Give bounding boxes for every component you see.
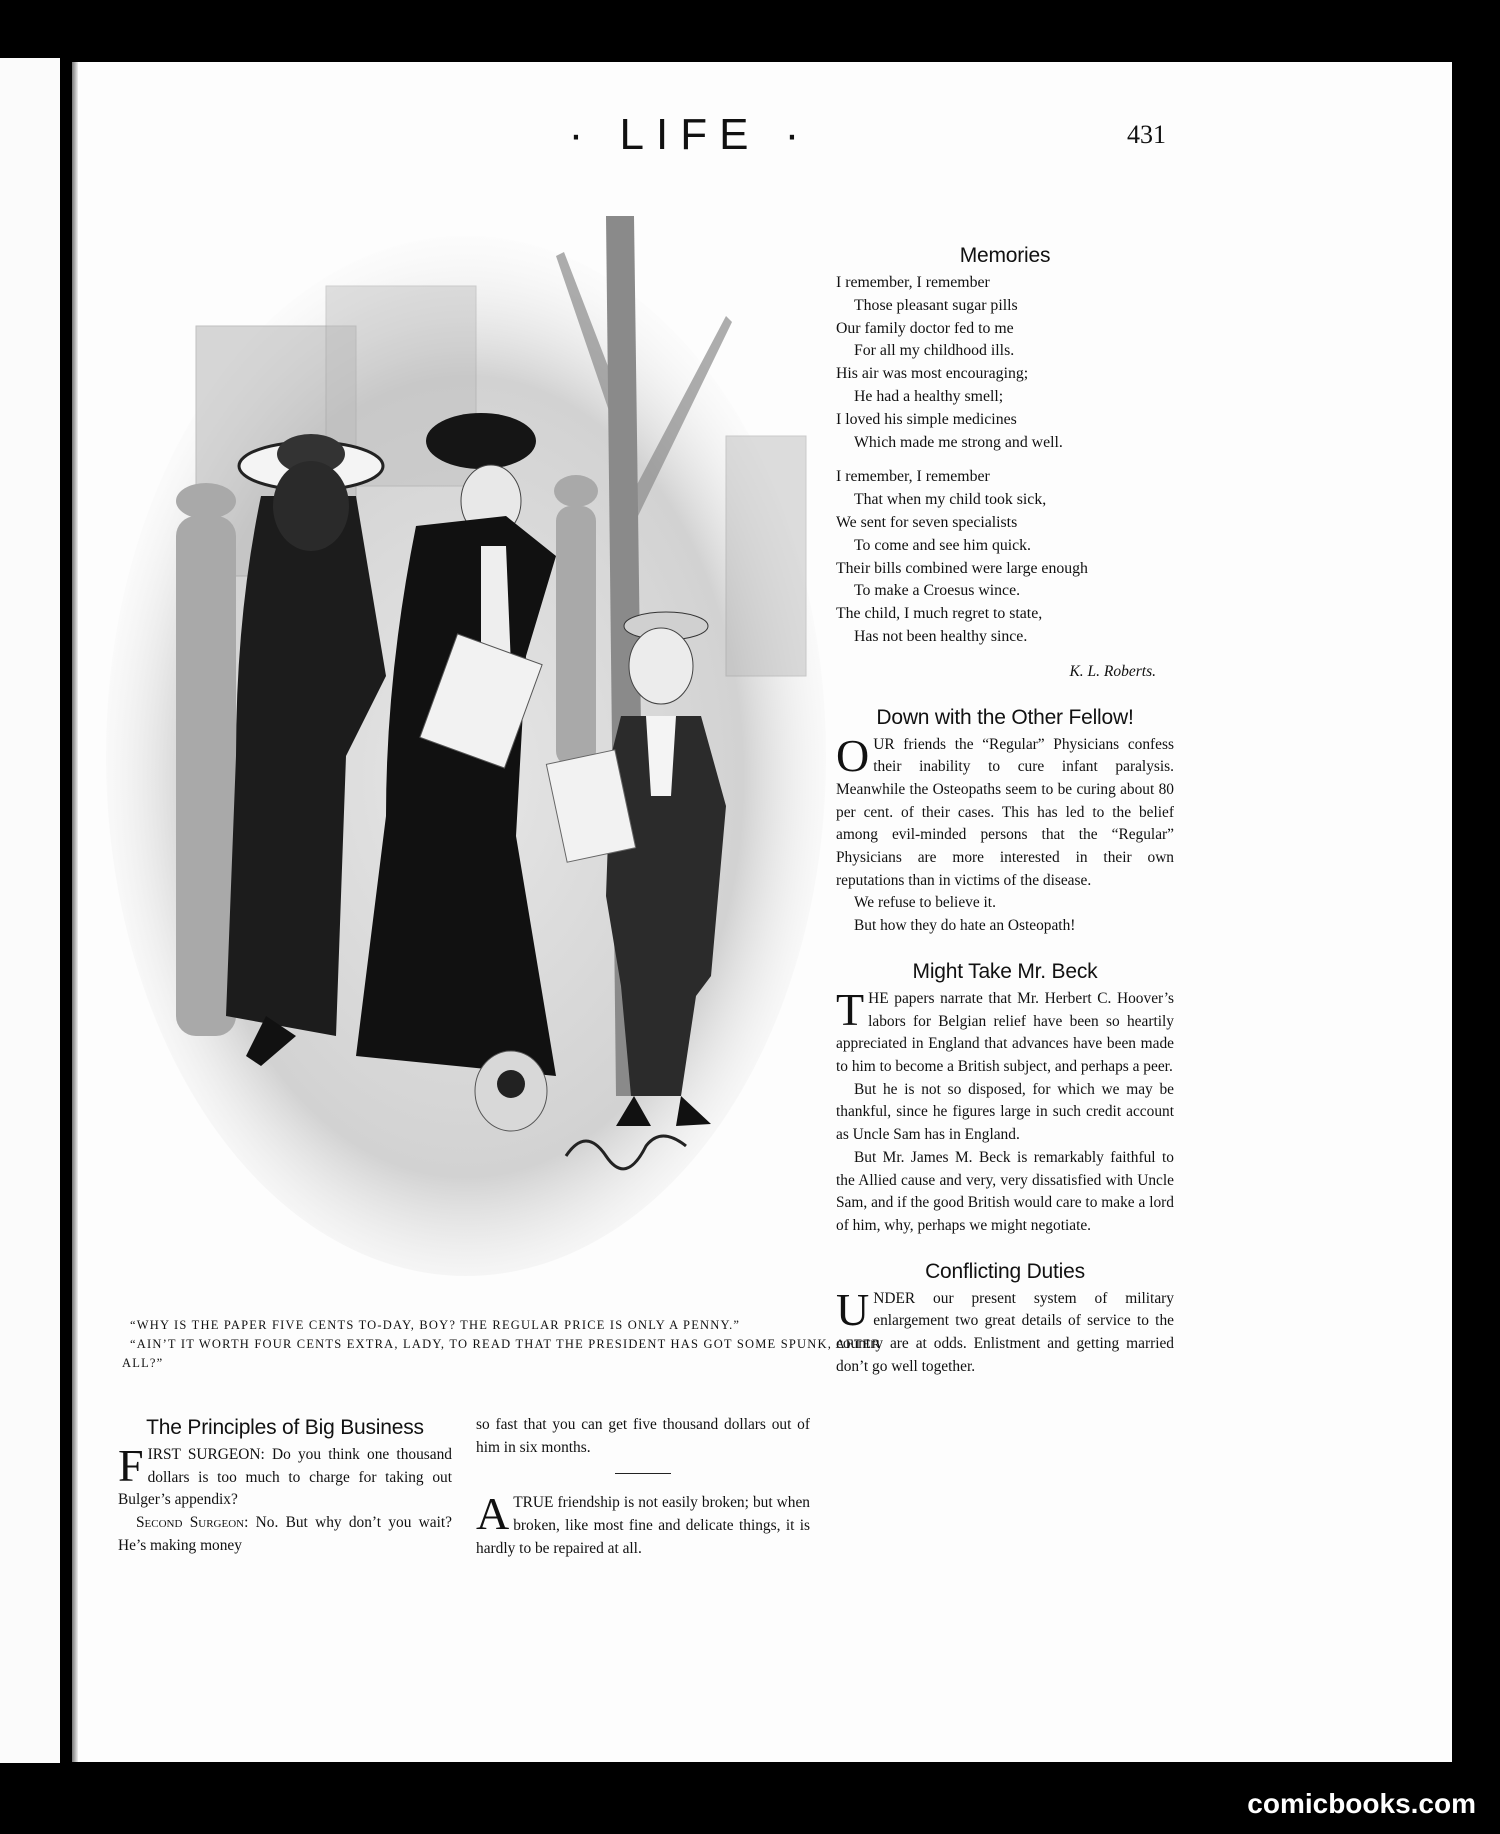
poem-line: He had a healthy smell; — [854, 387, 1004, 405]
right-column — [836, 244, 1174, 1400]
duties-section — [836, 1260, 1174, 1379]
paragraph — [476, 1488, 810, 1560]
middle-column — [476, 1414, 810, 1561]
paragraph-text: No. But why don’t you wait? He’s making money — [118, 1514, 453, 1554]
paragraph-text: UR friends the “Regular” Physicians confess their inability to cure infant paralysis. Meanwhile the Osteopaths seem to be curing about 80 per cent. of their cases. This has led to the belief among evil-minded persons that the “Regular” Physicians are more interested in their own reputations than in victims of the disease. — [836, 735, 1174, 889]
page-spine-shadow — [72, 62, 78, 1762]
paragraph: But he is not so disposed, for which we may be thankful, since he figures large in such credit account as Uncle Sam has in England. — [836, 1080, 1174, 1144]
paragraph: so fast that you can get five thousand dollars out of him in six months. — [476, 1416, 810, 1456]
paragraph — [118, 1512, 452, 1557]
page-number: 431 — [1127, 120, 1166, 149]
masthead: · LIFE · — [568, 110, 812, 159]
site-watermark: comicbooks.com — [1247, 1788, 1476, 1819]
dog — [475, 1051, 547, 1131]
principles-section — [118, 1416, 452, 1558]
paragraph: But how they do hate an Osteopath! — [854, 917, 1076, 935]
poem-line: To come and see him quick. — [854, 536, 1031, 554]
paragraph — [836, 1283, 1174, 1379]
paragraph — [836, 983, 1174, 1079]
drop-cap: T — [836, 983, 865, 1035]
poem-line: We sent for seven specialists — [836, 513, 1018, 531]
caption-line: “AIN’T IT WORTH FOUR CENTS EXTRA, LADY, TO READ THAT THE PRESIDENT HAS GOT SOME SPUNK, AFTER ALL?” — [122, 1337, 882, 1370]
poem-line: That when my child took sick, — [854, 491, 1047, 509]
poem-line: Those pleasant sugar pills — [854, 296, 1018, 314]
drop-cap: A — [476, 1488, 510, 1540]
paragraph — [118, 1440, 452, 1512]
down-with-section — [836, 706, 1174, 938]
poem-line: I remember, I remember — [836, 468, 990, 486]
memories-poem — [836, 272, 1174, 684]
poem-author: K. L. Roberts. — [1069, 662, 1156, 680]
friendship-body — [476, 1488, 810, 1560]
poem-stanza — [836, 272, 1174, 454]
beck-title: Might Take Mr. Beck — [912, 959, 1098, 983]
poem-stanza — [836, 466, 1174, 648]
paragraph-text: IRST SURGEON: Do you think one thousand dollars is too much to charge for taking out Bulger’s appendix? — [118, 1446, 452, 1509]
paragraph-text: NDER our present system of military enlargement two great details of service to the country are at odds. Enlistment and getting married don’t go well together. — [836, 1289, 1174, 1375]
drop-cap: U — [836, 1283, 870, 1335]
down-with-body — [836, 729, 1174, 938]
poem-line: I remember, I remember — [836, 274, 990, 291]
paragraph: We refuse to believe it. — [854, 894, 996, 912]
poem-line: Their bills combined were large enough — [836, 559, 1088, 577]
drop-cap: O — [836, 729, 870, 781]
paragraph-text: HE papers narrate that Mr. Herbert C. Hoover’s labors for Belgian relief have been so heartily appreciated in England that advances have been made to him to become a British subject, and perhaps a peer. — [836, 989, 1174, 1075]
caption-line: “WHY IS THE PAPER FIVE CENTS TO-DAY, BOY? THE REGULAR PRICE IS ONLY A PENNY.” — [130, 1318, 741, 1332]
section-divider — [615, 1473, 671, 1474]
poem-line: Our family doctor fed to me — [836, 319, 1014, 337]
paragraph: But Mr. James M. Beck is remarkably faithful to the Allied cause and very, very dissatisfied with Uncle Sam, and if the good British would care to make a lord of him, why, perhaps we might negotiate. — [836, 1148, 1174, 1234]
facing-page-edge — [0, 58, 60, 1763]
poem-line: His air was most encouraging; — [836, 365, 1029, 383]
poem-line: For all my childhood ills. — [854, 342, 1015, 360]
poem-line: I loved his simple medicines — [836, 410, 1017, 428]
beck-section — [836, 960, 1174, 1238]
drop-cap: F — [118, 1440, 144, 1491]
illustration-caption — [122, 1316, 882, 1373]
paragraph-text: TRUE friendship is not easily broken; but when broken, like most fine and delicate things, it is hardly to be repaired at all. — [476, 1494, 810, 1557]
principles-title: The Principles of Big Business — [146, 1416, 424, 1439]
principles-body — [118, 1440, 453, 1558]
speaker-label: Second Surgeon: — [136, 1514, 249, 1532]
principles-continued — [476, 1414, 810, 1459]
poem-line: Which made me strong and well. — [854, 433, 1063, 451]
memories-title: Memories — [959, 244, 1051, 267]
memories-section — [836, 244, 1174, 684]
newsboy-illustration — [86, 196, 826, 1286]
paragraph — [836, 729, 1174, 893]
poem-line: To make a Croesus wince. — [854, 582, 1021, 600]
duties-body — [836, 1283, 1174, 1379]
down-with-title: Down with the Other Fellow! — [876, 705, 1134, 729]
duties-title: Conflicting Duties — [925, 1259, 1085, 1283]
beck-body — [836, 983, 1174, 1238]
poem-line: Has not been healthy since. — [854, 627, 1028, 645]
poem-line: The child, I much regret to state, — [836, 605, 1043, 623]
